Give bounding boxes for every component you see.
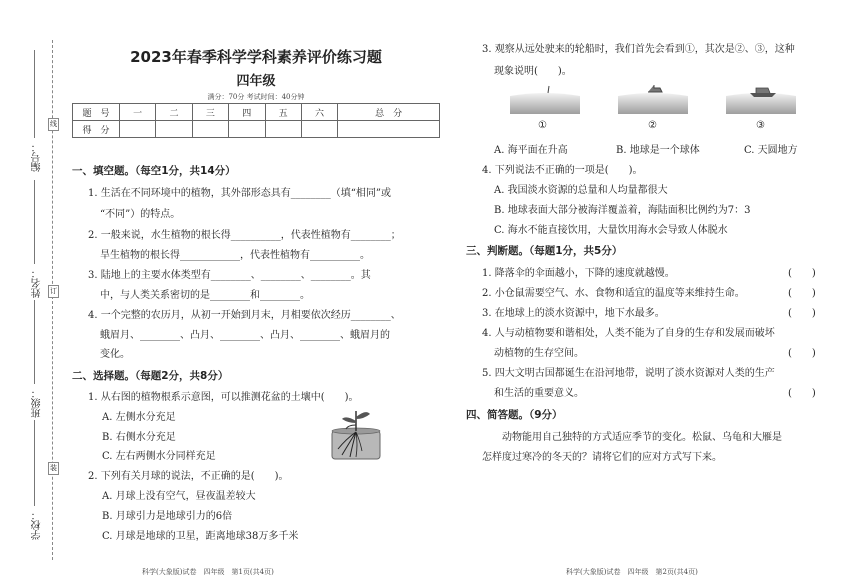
page-title: 2023年春季科学学科素养评价练习题 [130, 48, 382, 66]
label-class: 班级： [32, 388, 43, 418]
name-write-line [34, 180, 35, 264]
score-cell: 题 号 [73, 104, 120, 121]
option-line: C. 海水不能直接饮用，大量饮用海水会导致人体脱水 [494, 225, 728, 236]
question-line: 2. 一般来说，水生植物的根长得__________，代表性植物有________； [88, 230, 401, 241]
score-cell: 五 [265, 104, 301, 121]
question-line: “不同”）的特点。 [100, 209, 181, 220]
class-write-line [34, 300, 35, 384]
score-cell: 六 [301, 104, 337, 121]
score-cell: 三 [192, 104, 228, 121]
score-cell: 一 [120, 104, 156, 121]
question-line: 1. 降落伞的伞面越小，下降的速度就越慢。 [482, 268, 675, 279]
number-write-line [34, 50, 35, 138]
option-line: B. 地球是一个球体 [616, 145, 700, 156]
question-line: 3. 观察从远处驶来的轮船时，我们首先会看到①，其次是②、③，这种 [482, 44, 795, 55]
option-line: C. 左右两侧水分同样充足 [102, 451, 216, 462]
score-input-cell[interactable] [120, 121, 156, 138]
answer-paren[interactable]: ( ) [788, 288, 816, 299]
answer-paren[interactable]: ( ) [788, 388, 816, 399]
score-input-cell[interactable] [229, 121, 265, 138]
question-line: 4. 下列说法不正确的一项是( )。 [482, 165, 643, 176]
score-table [72, 103, 440, 138]
ship-label-3: ③ [756, 120, 765, 131]
ship-label-1: ① [538, 120, 547, 131]
score-input-cell[interactable] [338, 121, 440, 138]
score-table-header-row [73, 104, 440, 121]
option-line: C. 月球是地球的卫星，距离地球38万多千米 [102, 531, 299, 542]
score-cell: 得 分 [73, 121, 120, 138]
score-input-cell[interactable] [192, 121, 228, 138]
section-true-false: 三、判断题。（每题1分，共5分） [466, 245, 623, 257]
question-line: 2. 下列有关月球的说法，不正确的是( )。 [88, 471, 289, 482]
section-multiple-choice: 二、选择题。（每题2分，共8分） [72, 370, 229, 382]
question-line: 动物能用自己独特的方式适应季节的变化。松鼠、乌龟和大雁是 [502, 432, 782, 443]
question-line: 4. 一个完整的农历月，从初一开始到月末，月相要依次经历________、 [88, 310, 401, 321]
option-line: A. 月球上没有空气，昼夜温差较大 [102, 491, 256, 502]
page-footer-2: 科学(大象版)试卷 四年级 第2页(共4页) [566, 568, 698, 576]
ship-view-3 [726, 84, 796, 116]
option-line: A. 海平面在升高 [494, 145, 568, 156]
section-fill-blank: 一、填空题。（每空1分，共14分） [72, 165, 236, 177]
score-cell: 总 分 [338, 104, 440, 121]
question-line: 旱生植物的根长得____________，代表性植物有__________。 [100, 250, 370, 261]
question-line: 现象说明( )。 [494, 66, 572, 77]
plant-root-diagram [326, 405, 386, 461]
answer-paren[interactable]: ( ) [788, 268, 816, 279]
question-line: 1. 生活在不同环境中的植物，其外部形态具有________（填“相同”或 [88, 188, 391, 199]
page-footer-1: 科学(大象版)试卷 四年级 第1页(共4页) [142, 568, 274, 576]
question-line: 蛾眉月、________、凸月、________、凸月、________、蛾眉月的 [100, 330, 390, 341]
score-input-cell[interactable] [301, 121, 337, 138]
score-table-score-row [73, 121, 440, 138]
option-line: B. 地球表面大部分被海洋覆盖着，海陆面积比例约为7：3 [494, 205, 751, 216]
question-line: 4. 人与动植物要和谐相处，人类不能为了自身的生存和发展而破坏 [482, 328, 775, 339]
ship-view-1 [510, 84, 580, 116]
binding-margin [0, 0, 62, 588]
option-line: B. 右侧水分充足 [102, 432, 176, 443]
question-line: 5. 四大文明古国都诞生在沿河地带，说明了淡水资源对人类的生产 [482, 368, 775, 379]
answer-paren[interactable]: ( ) [788, 348, 816, 359]
exam-meta: 满分：70分 考试时间：40分钟 [207, 93, 305, 101]
school-write-line [34, 420, 35, 506]
question-line: 中，与人类关系密切的是________和________。 [100, 290, 310, 301]
question-line: 怎样度过寒冷的冬天的？请将它们的应对方式写下来。 [482, 452, 722, 463]
option-line: C. 天圆地方 [744, 145, 798, 156]
section-short-answer: 四、简答题。（9分） [466, 409, 563, 421]
binding-mark-staple: 订 [48, 285, 59, 298]
question-line: 动植物的生存空间。 [494, 348, 584, 359]
grade-title: 四年级 [236, 74, 276, 89]
question-line: 和生活的重要意义。 [494, 388, 584, 399]
binding-mark-line: 线 [48, 118, 59, 131]
score-cell: 四 [229, 104, 265, 121]
score-input-cell[interactable] [265, 121, 301, 138]
binding-mark-bind: 装 [48, 462, 59, 475]
ship-view-2 [618, 84, 688, 116]
question-line: 1. 从右图的植物根系示意图，可以推测花盆的土壤中( )。 [88, 392, 359, 403]
score-input-cell[interactable] [156, 121, 192, 138]
score-cell: 二 [156, 104, 192, 121]
question-line: 3. 在地球上的淡水资源中，地下水最多。 [482, 308, 665, 319]
option-line: B. 月球引力是地球引力的6倍 [102, 511, 233, 522]
question-line: 2. 小仓鼠需要空气、水、食物和适宜的温度等来维持生命。 [482, 288, 745, 299]
label-number: 编号： [32, 142, 43, 172]
answer-paren[interactable]: ( ) [788, 308, 816, 319]
option-line: A. 左侧水分充足 [102, 412, 176, 423]
question-line: 变化。 [100, 349, 130, 360]
option-line: A. 我国淡水资源的总量和人均量都很大 [494, 185, 668, 196]
label-school: 学校： [32, 510, 43, 540]
question-line: 3. 陆地上的主要水体类型有________、________、________。其 [88, 270, 371, 281]
ship-label-2: ② [648, 120, 657, 131]
label-name: 姓名： [32, 268, 43, 298]
